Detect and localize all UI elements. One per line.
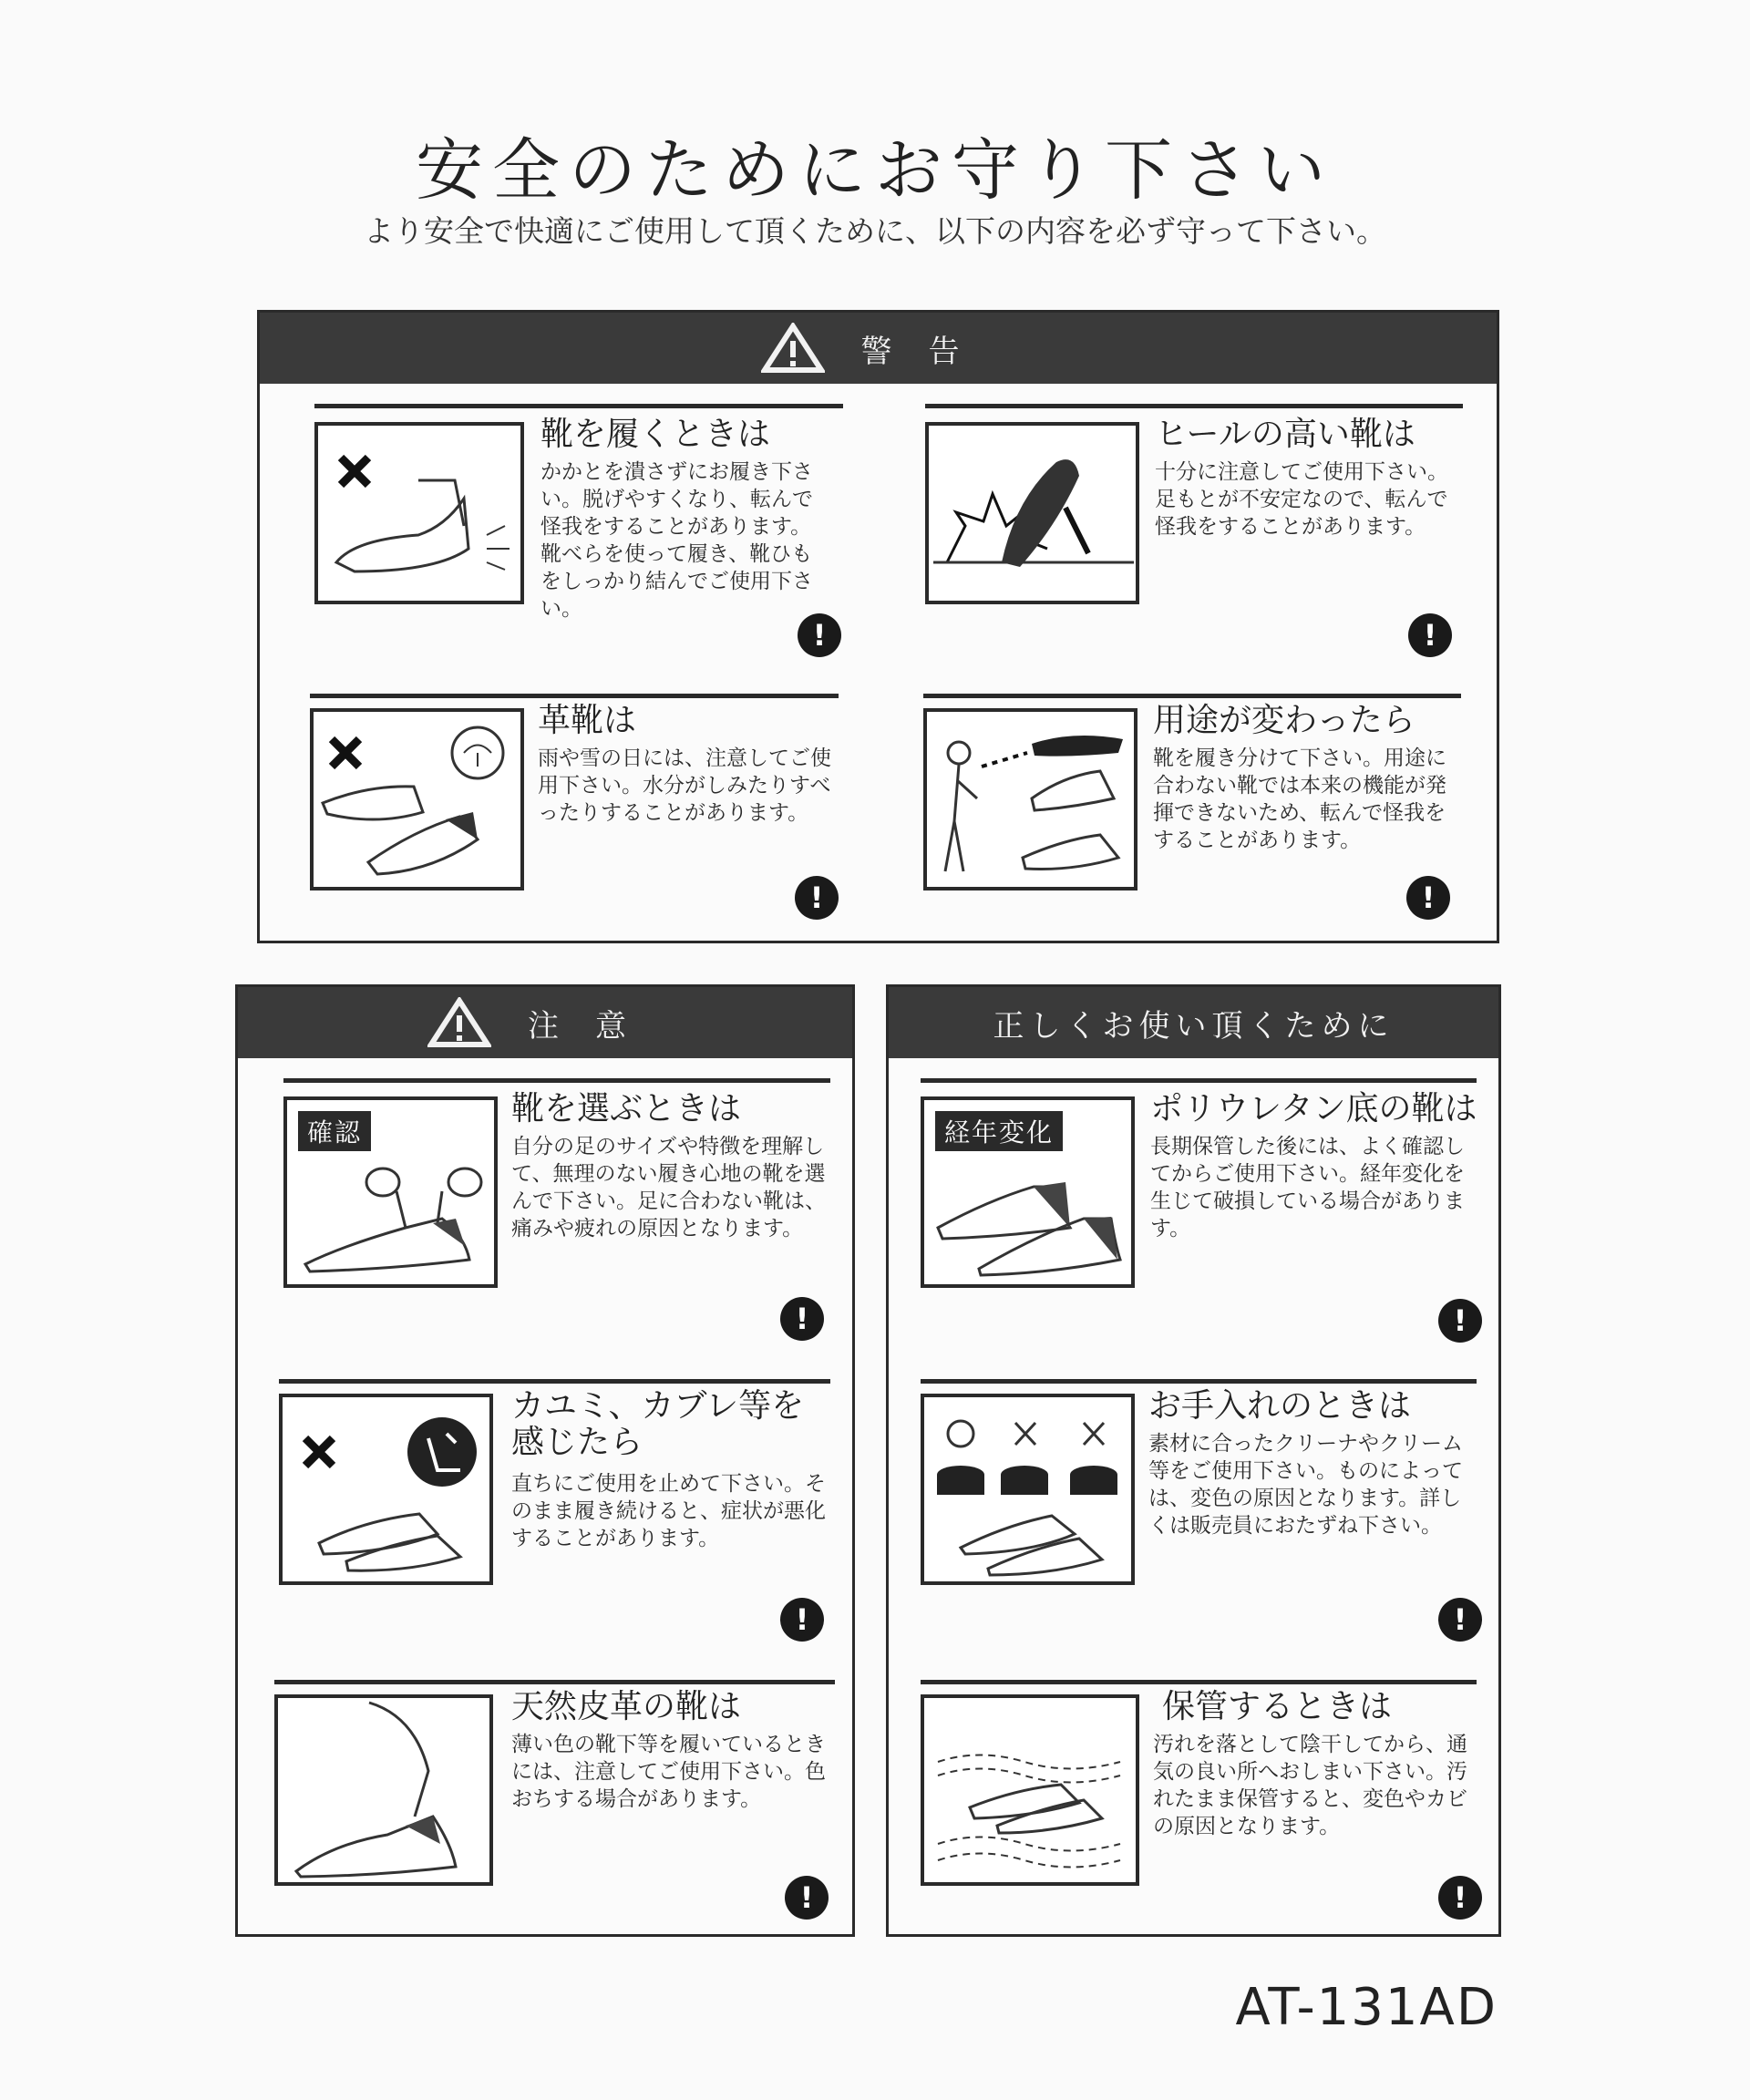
caution-item-choosing bbox=[283, 1078, 839, 1352]
check-badge: 確認 bbox=[298, 1111, 371, 1151]
caution-item-body: 直ちにご使用を止めて下さい。そのまま履き続けると、症状が悪化することがあります。 bbox=[511, 1472, 826, 1550]
shoe-types-illustration bbox=[923, 708, 1138, 890]
warning-item-title: 革靴は bbox=[538, 702, 637, 739]
exclamation-circle-icon: ! bbox=[1408, 613, 1452, 657]
warning-section bbox=[257, 310, 1499, 943]
exclamation-circle-icon: ! bbox=[1438, 1876, 1482, 1920]
page-title: 安全のためにお守り下さい bbox=[416, 131, 1334, 210]
warning-item-title: 用途が変わったら bbox=[1153, 702, 1415, 739]
warning-item-body: 雨や雪の日には、注意してご使用下さい。水分がしみたりすべったりすることがあります。 bbox=[538, 746, 831, 825]
warning-item-body: かかとを潰さずにお履き下さい。脱げやすくなり、転んで怪我をすることがあります。靴べらを使って履き、靴ひもをしっかり結んでご使用下さい。 bbox=[540, 460, 813, 621]
warning-triangle-icon bbox=[427, 997, 491, 1048]
caution-item-title: 靴を選ぶときは bbox=[511, 1090, 742, 1127]
sock-shoe-illustration bbox=[274, 1694, 493, 1886]
warning-item-leather-shoes bbox=[310, 694, 839, 931]
caution-header bbox=[238, 987, 852, 1058]
warning-item-title: ヒールの高い靴は bbox=[1155, 416, 1415, 453]
choosing-shoe-illustration bbox=[283, 1096, 498, 1288]
warning-item-wearing bbox=[314, 404, 843, 653]
exclamation-circle-icon: ! bbox=[795, 876, 839, 920]
warning-item-high-heels bbox=[925, 404, 1467, 653]
proper-item-body: 汚れを落として陰干してから、通気の良い所へおしまい下さい。汚れたまま保管すると、変色やカビの原因となります。 bbox=[1153, 1733, 1467, 1838]
proper-use-header bbox=[889, 987, 1498, 1058]
warning-item-usage bbox=[923, 694, 1470, 931]
exclamation-circle-icon: ! bbox=[798, 613, 841, 657]
itching-foot-illustration bbox=[279, 1394, 493, 1585]
aged-sole-illustration bbox=[921, 1096, 1135, 1288]
proper-item-title: お手入れのときは bbox=[1148, 1387, 1412, 1425]
proper-item-body: 長期保管した後には、よく確認してからご使用下さい。経年変化を生じて破損している場合があります。 bbox=[1150, 1135, 1465, 1240]
exclamation-circle-icon: ! bbox=[1438, 1598, 1482, 1642]
exclamation-circle-icon: ! bbox=[785, 1876, 829, 1920]
model-number: AT-131AD bbox=[1235, 1978, 1498, 2037]
wearing-shoe-illustration bbox=[314, 422, 524, 604]
caution-item-title: カユミ、カブレ等を感じたら bbox=[511, 1387, 805, 1461]
proper-item-care bbox=[921, 1379, 1486, 1637]
cleaner-cream-illustration bbox=[921, 1394, 1135, 1585]
exclamation-circle-icon: ! bbox=[780, 1598, 824, 1642]
page-subtitle: より安全で快適にご使用して頂くために、以下の内容を必ず守って下さい。 bbox=[364, 213, 1386, 249]
caution-item-body: 自分の足のサイズや特徴を理解して、無理のない履き心地の靴を選んで下さい。足に合わない靴は、痛みや疲れの原因となります。 bbox=[511, 1135, 826, 1240]
proper-item-storage bbox=[921, 1680, 1486, 1926]
exclamation-circle-icon: ! bbox=[780, 1297, 824, 1341]
caution-item-title: 天然皮革の靴は bbox=[511, 1688, 742, 1725]
air-drying-illustration bbox=[921, 1694, 1139, 1886]
warning-header-label: 警告 bbox=[860, 333, 996, 370]
proper-use-header-label: 正しくお使い頂くために bbox=[993, 1007, 1395, 1045]
caution-item-body: 薄い色の靴下等を履いているときには、注意してご使用下さい。色おちする場合があります。 bbox=[511, 1733, 826, 1811]
proper-item-body: 素材に合ったクリーナやクリーム等をご使用下さい。ものによっては、変色の原因となります。詳しくは販売員におたずね下さい。 bbox=[1148, 1432, 1463, 1538]
warning-item-title: 靴を履くときは bbox=[540, 416, 771, 453]
warning-header bbox=[260, 313, 1497, 384]
warning-triangle-icon bbox=[761, 323, 825, 374]
proper-item-title: 保管するときは bbox=[1162, 1688, 1393, 1725]
proper-item-polyurethane bbox=[921, 1078, 1486, 1352]
proper-item-title: ポリウレタン底の靴は bbox=[1150, 1090, 1477, 1127]
exclamation-circle-icon: ! bbox=[1438, 1299, 1482, 1343]
caution-item-itching bbox=[279, 1379, 839, 1637]
exclamation-circle-icon: ! bbox=[1406, 876, 1450, 920]
proper-use-section bbox=[886, 984, 1501, 1937]
leather-shoes-rain-illustration bbox=[310, 708, 524, 890]
warning-item-body: 靴を履き分けて下さい。用途に合わない靴では本来の機能が発揮できないため、転んで怪我をすることがあります。 bbox=[1153, 746, 1446, 852]
aging-badge: 経年変化 bbox=[935, 1111, 1063, 1151]
caution-item-natural-leather bbox=[274, 1680, 844, 1926]
warning-item-body: 十分に注意してご使用下さい。足もとが不安定なので、転んで怪我をすることがあります。 bbox=[1155, 460, 1448, 539]
high-heel-illustration bbox=[925, 422, 1139, 604]
caution-section bbox=[235, 984, 855, 1937]
caution-header-label: 注意 bbox=[528, 1007, 663, 1045]
